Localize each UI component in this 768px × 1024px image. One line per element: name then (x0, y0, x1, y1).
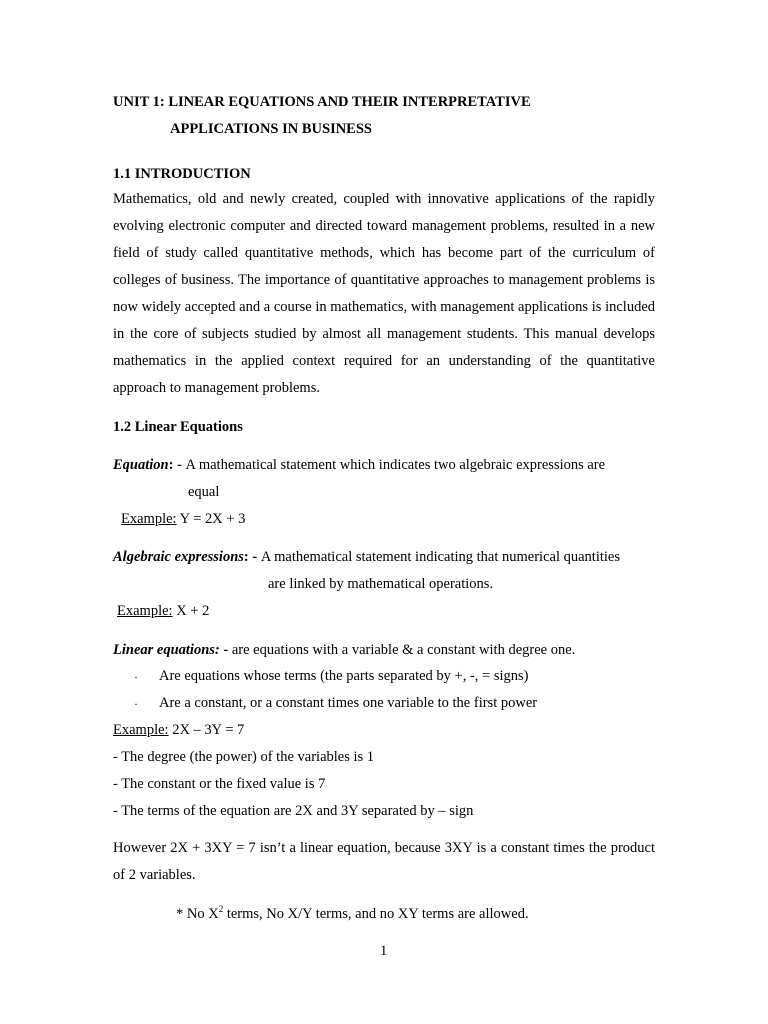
algebraic-expressions-definition-text: A mathematical statement indicating that numerical quantities (260, 549, 620, 565)
bullet-dot: · (134, 670, 138, 684)
bullet-dot: · (134, 697, 138, 711)
algebraic-expressions-term: Algebraic expressions (113, 549, 244, 565)
linear-equations-example (113, 722, 244, 739)
unit-title-line1: UNIT 1: LINEAR EQUATIONS AND THEIR INTERPRETATIVE (113, 94, 531, 110)
equation-example-label: Example: (121, 511, 177, 527)
note-line: - The terms of the equation are 2X and 3Y separated by – sign (113, 803, 474, 819)
linear-example-label: Example: (113, 722, 169, 738)
rule-prefix: * No X (176, 906, 219, 922)
linear-equations-term: Linear equations: (113, 642, 220, 658)
equation-term: Equation (113, 457, 169, 473)
rule-suffix: terms, No X/Y terms, and no XY terms are allowed. (223, 906, 529, 922)
page-number: 1 (380, 943, 388, 959)
algebraic-expressions-definition-continued: are linked by mathematical operations. (268, 576, 494, 592)
linear-equations-definition (113, 642, 575, 659)
equation-example (121, 511, 245, 528)
note-line: - The constant or the fixed value is 7 (113, 776, 326, 792)
algebraic-expressions-example (117, 603, 209, 620)
bullet-item: Are a constant, or a constant times one variable to the first power (159, 695, 538, 711)
equation-definition-continued: equal (188, 484, 220, 500)
bullet-item: Are equations whose terms (the parts separated by +, -, = signs) (159, 668, 529, 684)
rule-line (176, 906, 529, 923)
rule-superscript: 2 (218, 904, 224, 914)
algebraic-example-label: Example: (117, 603, 173, 619)
equation-definition-text: A mathematical statement which indicates two algebraic expressions are (185, 457, 606, 473)
intro-heading: 1.1 INTRODUCTION (113, 166, 251, 182)
algebraic-example-value: X + 2 (172, 603, 210, 619)
equation-example-value: Y = 2X + 3 (176, 511, 246, 527)
intro-paragraph: Mathematics, old and newly created, coupled with innovative applications of the rapidly evolving electronic computer and directed toward management problems, resulted in a new field of study called quantitative methods, which has become part of the curriculum of colleges of business. The importance of quantitative approaches to management problems is now widely accepted and a course in mathematics, with management applications is included in the core of subjects studied by almost all management students. This manual develops mathematics in the applied context required for an understanding of the quantitative approach to management problems. (113, 191, 655, 396)
linear-example-value: 2X – 3Y = 7 (168, 722, 245, 738)
equation-definition (113, 457, 605, 474)
equation-separator: : - (168, 457, 186, 473)
however-paragraph: However 2X + 3XY = 7 isn’t a linear equation, because 3XY is a constant times the product of 2 variables. (113, 840, 655, 883)
linear-equations-heading: 1.2 Linear Equations (113, 419, 243, 435)
linear-equations-separator: - (219, 642, 232, 658)
algebraic-expressions-separator: : - (243, 549, 261, 565)
linear-equations-definition-text: are equations with a variable & a constant with degree one. (231, 642, 576, 658)
note-line: - The degree (the power) of the variables is 1 (113, 749, 375, 765)
algebraic-expressions-definition (113, 549, 620, 566)
unit-title-line2: APPLICATIONS IN BUSINESS (170, 121, 372, 137)
